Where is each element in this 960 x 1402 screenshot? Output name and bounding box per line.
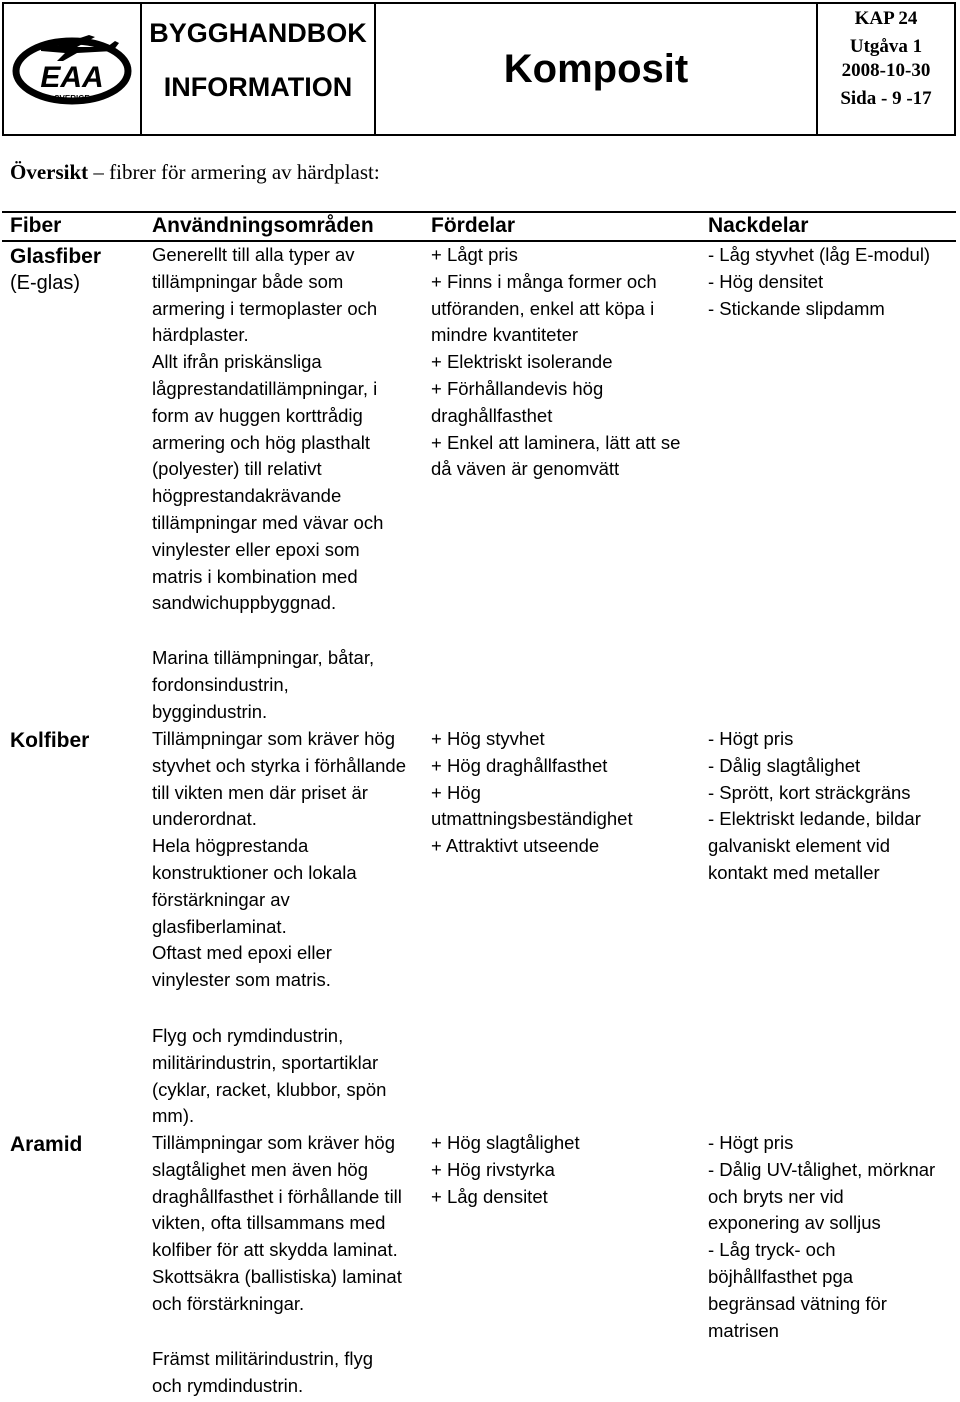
cons-text: - Högt pris - Dålig UV-tålighet, mörknar och bryts ner vid exponering av solljus - Låg tryck- och böjhållfasthet pga begränsad vätning för matrisen <box>708 1132 936 1341</box>
document-meta <box>818 4 954 134</box>
usage-examples: Marina tillämpningar, båtar, fordonsindustrin, byggindustrin. <box>152 647 375 722</box>
section-heading <box>10 160 380 185</box>
fiber-subname: (E-glas) <box>10 272 81 294</box>
page-number: Sida - 9 -17 <box>840 88 932 109</box>
fiber-name: Glasfiber <box>10 245 102 268</box>
col-header-fiber: Fiber <box>10 214 62 237</box>
usage-text: Tillämpningar som kräver hög slagtålighet men även hög draghållfasthet i förhållande till vikten, ofta tillsammans med kolfiber för att skydda laminat. Skottsäkra (ballistiska) laminat och förstärkningar. <box>152 1132 402 1314</box>
pros-text: + Lågt pris + Finns i många former och utföranden, enkel att köpa i mindre kvantiteter + Elektriskt isolerande + Förhållandevis hög draghållfasthet + Enkel att laminera, lätt att se då väven är genomvätt <box>431 244 681 480</box>
page-header <box>2 2 956 136</box>
eaa-logo-icon <box>11 29 133 109</box>
col-header-pros: Fördelar <box>431 214 516 237</box>
logo-text: EAA <box>40 61 104 94</box>
usage-text: Tillämpningar som kräver hög styvhet och styrka i förhållande till vikten men där priset är underordnat. Hela högprestanda konstruktioner och lokala förstärkningar av glasfiberlaminat. Oftast med epoxi eller vinylester som matris. <box>152 728 406 991</box>
cons-text: - Högt pris - Dålig slagtålighet - Sprött, kort sträckgräns - Elektriskt ledande, bildar galvaniskt element vid kontakt med metaller <box>708 728 921 883</box>
logo-cell <box>4 4 142 134</box>
table-top-rule <box>2 211 956 213</box>
logo-subtext: SVERIGE <box>54 94 90 103</box>
col-header-cons: Nackdelar <box>708 214 809 237</box>
edition: Utgåva 1 <box>849 36 923 57</box>
fiber-name: Aramid <box>10 1133 83 1156</box>
pros-text: + Hög styvhet + Hög draghållfasthet + Hög utmattningsbeständighet + Attraktivt utseende <box>431 728 633 857</box>
heading-bold: Översikt <box>10 160 89 184</box>
cons-text: - Låg styvhet (låg E-modul) - Hög densitet - Stickande slipdamm <box>708 244 931 319</box>
chapter-title: Komposit <box>376 4 818 134</box>
fiber-name: Kolfiber <box>10 729 90 752</box>
pros-text: + Hög slagtålighet + Hög rivstyrka + Låg densitet <box>431 1132 580 1207</box>
title-line-1: BYGGHANDBOK <box>149 18 367 48</box>
col-header-usage: Användningsområden <box>152 214 374 237</box>
chapter-number: KAP 24 <box>854 8 918 29</box>
usage-examples: Främst militärindustrin, flyg och rymdindustrin. <box>152 1348 374 1396</box>
date: 2008-10-30 <box>841 60 931 81</box>
usage-examples: Flyg och rymdindustrin, militärindustrin, sportartiklar (cyklar, racket, klubbor, spön mm). <box>152 1025 387 1127</box>
handbook-title <box>142 4 376 134</box>
usage-text: Generellt till alla typer av tillämpningar både som armering i termoplaster och härdplaster. Allt ifrån priskänsliga lågprestandatillämpningar, i form av huggen korttrådig armering och hög plasthalt (polyester) till relativt högprestandakrävande tillämpningar med vävar och vinylester eller epoxi som matris i kombination med sandwichuppbyggnad. <box>152 244 384 614</box>
heading-rest: – fibrer för armering av härdplast: <box>88 160 380 184</box>
title-line-2: INFORMATION <box>163 72 353 102</box>
